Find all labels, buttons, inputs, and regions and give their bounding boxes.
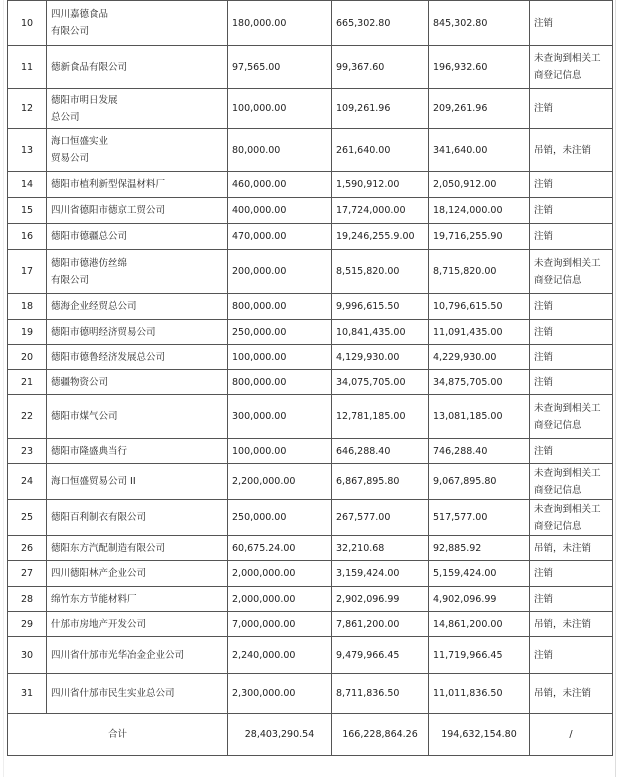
row-number: 21 — [8, 370, 47, 395]
company-name: 德阳市德明经济贸易公司 — [47, 320, 228, 345]
interest-amount: 12,781,185.00 — [332, 395, 429, 439]
total-amount: 845,302.80 — [429, 1, 530, 46]
status-note: 注销 — [530, 637, 613, 674]
status-note: 注销 — [530, 320, 613, 345]
table-row — [8, 587, 613, 612]
interest-amount: 19,246,255.9.00 — [332, 224, 429, 250]
capital-amount: 100,000.00 — [228, 345, 332, 370]
interest-amount: 9,996,615.50 — [332, 294, 429, 320]
interest-amount: 99,367.60 — [332, 46, 429, 89]
status-note: 注销 — [530, 224, 613, 250]
row-number: 10 — [8, 1, 47, 46]
row-number: 14 — [8, 172, 47, 198]
interest-amount: 4,129,930.00 — [332, 345, 429, 370]
row-number: 27 — [8, 561, 47, 587]
capital-amount: 60,675.24.00 — [228, 536, 332, 561]
row-number: 15 — [8, 198, 47, 224]
company-name: 什邡市房地产开发公司 — [47, 612, 228, 637]
total-sum: 194,632,154.80 — [429, 714, 530, 756]
status-note: 注销 — [530, 561, 613, 587]
company-name: 绵竹东方节能材料厂 — [47, 587, 228, 612]
company-name: 德疆物资公司 — [47, 370, 228, 395]
interest-amount: 665,302.80 — [332, 1, 429, 46]
total-amount: 11,011,836.50 — [429, 674, 530, 714]
capital-amount: 460,000.00 — [228, 172, 332, 198]
company-name: 德阳市德鲁经济发展总公司 — [47, 345, 228, 370]
interest-amount: 261,640.00 — [332, 129, 429, 172]
table-row — [8, 439, 613, 464]
total-amount: 196,932.60 — [429, 46, 530, 89]
row-number: 30 — [8, 637, 47, 674]
status-note: 未查询到相关工商登记信息 — [530, 500, 613, 536]
table-row — [8, 536, 613, 561]
row-number: 29 — [8, 612, 47, 637]
row-number: 24 — [8, 464, 47, 500]
status-note: 吊销，未注销 — [530, 674, 613, 714]
total-amount: 34,875,705.00 — [429, 370, 530, 395]
company-name: 德阳市德港仿丝绵 有限公司 — [47, 250, 228, 294]
capital-amount: 80,000.00 — [228, 129, 332, 172]
company-name: 德阳市隆盛典当行 — [47, 439, 228, 464]
total-row — [8, 714, 613, 756]
interest-amount: 6,867,895.80 — [332, 464, 429, 500]
table-row — [8, 674, 613, 714]
total-amount: 10,796,615.50 — [429, 294, 530, 320]
table-row — [8, 46, 613, 89]
capital-amount: 470,000.00 — [228, 224, 332, 250]
interest-amount: 1,590,912.00 — [332, 172, 429, 198]
status-note: 注销 — [530, 1, 613, 46]
table-row — [8, 198, 613, 224]
interest-amount: 7,861,200.00 — [332, 612, 429, 637]
company-name: 四川嘉德食品 有限公司 — [47, 1, 228, 46]
table-row — [8, 89, 613, 129]
table-row — [8, 464, 613, 500]
capital-amount: 100,000.00 — [228, 89, 332, 129]
capital-amount: 2,300,000.00 — [228, 674, 332, 714]
status-note: 吊销，未注销 — [530, 129, 613, 172]
total-note: / — [530, 714, 613, 756]
capital-amount: 800,000.00 — [228, 370, 332, 395]
status-note: 注销 — [530, 198, 613, 224]
table-row — [8, 345, 613, 370]
row-number: 23 — [8, 439, 47, 464]
interest-amount: 32,210.68 — [332, 536, 429, 561]
capital-amount: 400,000.00 — [228, 198, 332, 224]
interest-amount: 646,288.40 — [332, 439, 429, 464]
company-name: 德新食品有限公司 — [47, 46, 228, 89]
interest-amount: 8,711,836.50 — [332, 674, 429, 714]
capital-amount: 250,000.00 — [228, 500, 332, 536]
total-amount: 166,228,864.26 — [332, 714, 429, 756]
total-amount: 5,159,424.00 — [429, 561, 530, 587]
company-name: 四川德阳林产企业公司 — [47, 561, 228, 587]
total-amount: 2,050,912.00 — [429, 172, 530, 198]
row-number: 28 — [8, 587, 47, 612]
page-left-edge — [3, 0, 4, 777]
row-number: 20 — [8, 345, 47, 370]
status-note: 未查询到相关工商登记信息 — [530, 395, 613, 439]
table-row — [8, 129, 613, 172]
company-name: 德阳市明日发展 总公司 — [47, 89, 228, 129]
table-body — [8, 1, 613, 714]
table-row — [8, 500, 613, 536]
status-note: 注销 — [530, 345, 613, 370]
total-amount: 746,288.40 — [429, 439, 530, 464]
company-name: 德阳百利制衣有限公司 — [47, 500, 228, 536]
interest-amount: 267,577.00 — [332, 500, 429, 536]
company-name: 海口恒盛实业 贸易公司 — [47, 129, 228, 172]
table-row — [8, 612, 613, 637]
total-amount: 9,067,895.80 — [429, 464, 530, 500]
company-name: 四川省德阳市德京工贸公司 — [47, 198, 228, 224]
company-name: 德阳东方汽配制造有限公司 — [47, 536, 228, 561]
capital-amount: 300,000.00 — [228, 395, 332, 439]
table-row — [8, 370, 613, 395]
total-amount: 14,861,200.00 — [429, 612, 530, 637]
table-row — [8, 250, 613, 294]
status-note: 注销 — [530, 172, 613, 198]
table-row — [8, 561, 613, 587]
total-amount: 8,715,820.00 — [429, 250, 530, 294]
table-row — [8, 637, 613, 674]
total-amount: 92,885.92 — [429, 536, 530, 561]
status-note: 吊销，未注销 — [530, 536, 613, 561]
table-row — [8, 224, 613, 250]
company-name: 德阳市煤气公司 — [47, 395, 228, 439]
interest-amount: 109,261.96 — [332, 89, 429, 129]
capital-amount: 100,000.00 — [228, 439, 332, 464]
row-number: 31 — [8, 674, 47, 714]
status-note: 未查询到相关工商登记信息 — [530, 46, 613, 89]
company-name: 四川省什邡市民生实业总公司 — [47, 674, 228, 714]
total-amount: 4,902,096.99 — [429, 587, 530, 612]
company-name: 德阳市植利新型保温材料厂 — [47, 172, 228, 198]
table-row — [8, 172, 613, 198]
capital-amount: 2,000,000.00 — [228, 587, 332, 612]
row-number: 17 — [8, 250, 47, 294]
status-note: 注销 — [530, 587, 613, 612]
capital-amount: 2,200,000.00 — [228, 464, 332, 500]
total-capital: 28,403,290.54 — [228, 714, 332, 756]
status-note: 注销 — [530, 439, 613, 464]
company-name: 四川省什邡市光华冶金企业公司 — [47, 637, 228, 674]
total-amount: 209,261.96 — [429, 89, 530, 129]
capital-amount: 97,565.00 — [228, 46, 332, 89]
capital-amount: 800,000.00 — [228, 294, 332, 320]
total-amount: 19,716,255.90 — [429, 224, 530, 250]
total-amount: 18,124,000.00 — [429, 198, 530, 224]
total-label: 合计 — [8, 714, 228, 756]
status-note: 注销 — [530, 89, 613, 129]
row-number: 22 — [8, 395, 47, 439]
row-number: 13 — [8, 129, 47, 172]
row-number: 16 — [8, 224, 47, 250]
capital-amount: 2,240,000.00 — [228, 637, 332, 674]
total-amount: 13,081,185.00 — [429, 395, 530, 439]
row-number: 19 — [8, 320, 47, 345]
status-note: 未查询到相关工商登记信息 — [530, 250, 613, 294]
status-note: 吊销，未注销 — [530, 612, 613, 637]
total-amount: 11,719,966.45 — [429, 637, 530, 674]
row-number: 25 — [8, 500, 47, 536]
capital-amount: 200,000.00 — [228, 250, 332, 294]
page-right-edge — [615, 0, 616, 777]
debt-table — [7, 0, 613, 756]
status-note: 未查询到相关工商登记信息 — [530, 464, 613, 500]
company-name: 德海企业经贸总公司 — [47, 294, 228, 320]
interest-amount: 8,515,820.00 — [332, 250, 429, 294]
table-row — [8, 1, 613, 46]
company-name: 德阳市德疆总公司 — [47, 224, 228, 250]
row-number: 12 — [8, 89, 47, 129]
interest-amount: 9,479,966.45 — [332, 637, 429, 674]
capital-amount: 180,000.00 — [228, 1, 332, 46]
row-number: 18 — [8, 294, 47, 320]
row-number: 26 — [8, 536, 47, 561]
interest-amount: 2,902,096.99 — [332, 587, 429, 612]
table-row — [8, 395, 613, 439]
interest-amount: 10,841,435.00 — [332, 320, 429, 345]
total-amount: 11,091,435.00 — [429, 320, 530, 345]
total-amount: 341,640.00 — [429, 129, 530, 172]
status-note: 注销 — [530, 294, 613, 320]
capital-amount: 250,000.00 — [228, 320, 332, 345]
capital-amount: 2,000,000.00 — [228, 561, 332, 587]
total-amount: 517,577.00 — [429, 500, 530, 536]
interest-amount: 17,724,000.00 — [332, 198, 429, 224]
company-name: 海口恒盛贸易公司 II — [47, 464, 228, 500]
table-row — [8, 294, 613, 320]
interest-amount: 34,075,705.00 — [332, 370, 429, 395]
interest-amount: 3,159,424.00 — [332, 561, 429, 587]
capital-amount: 7,000,000.00 — [228, 612, 332, 637]
row-number: 11 — [8, 46, 47, 89]
total-amount: 4,229,930.00 — [429, 345, 530, 370]
status-note: 注销 — [530, 370, 613, 395]
table-row — [8, 320, 613, 345]
